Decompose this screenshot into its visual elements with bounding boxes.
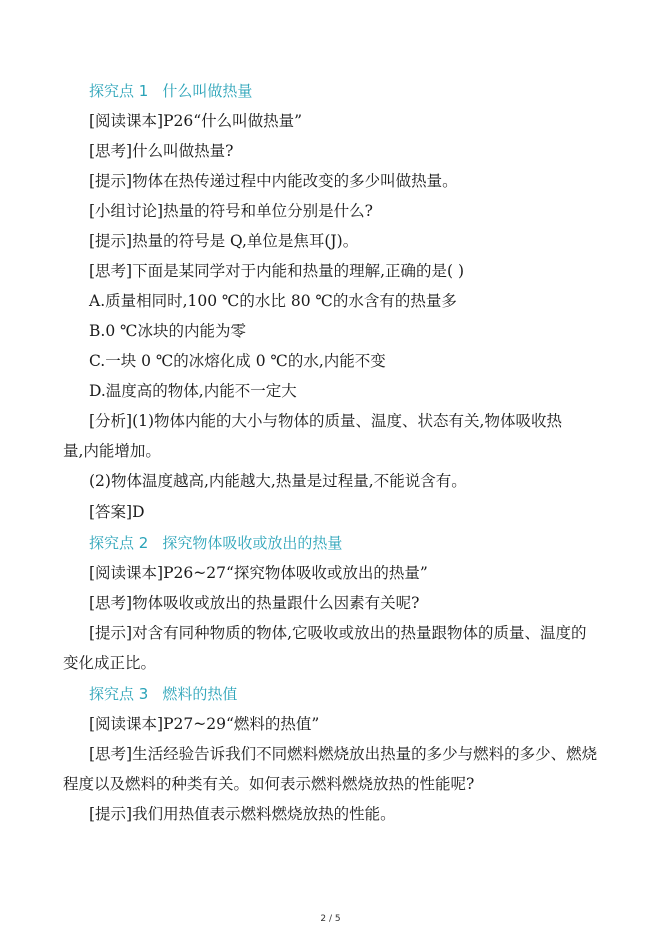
text-line: 量,内能增加。 [63,442,161,460]
section-number: 探究点 3 [89,685,149,703]
text-line: 程度以及燃料的种类有关。如何表示燃料燃烧放热的性能呢? [63,775,475,793]
section-number: 探究点 1 [89,82,149,100]
section-number: 探究点 2 [89,534,149,552]
text-line: [提示]我们用热值表示燃料燃烧放热的性能。 [89,805,396,823]
option-line: D.温度高的物体,内能不一定大 [89,382,297,400]
text-line: [小组讨论]热量的符号和单位分别是什么? [89,202,373,220]
text-line: [阅读课本]P27~29“燃料的热值” [89,715,320,733]
text-line: 变化成正比。 [63,654,157,672]
page-number: 2 / 5 [320,914,341,924]
option-line: B.0 ℃冰块的内能为零 [89,322,246,340]
section-title: 什么叫做热量 [162,82,253,100]
section-heading [89,533,342,553]
text-line: [提示]对含有同种物质的物体,它吸收或放出的热量跟物体的质量、温度的 [89,624,587,642]
text-line: [思考]什么叫做热量? [89,142,234,160]
text-line: [思考]物体吸收或放出的热量跟什么因素有关呢? [89,594,420,612]
text-line: [提示]热量的符号是 Q,单位是焦耳(J)。 [89,232,359,250]
section-heading [89,81,252,101]
text-line: [分析](1)物体内能的大小与物体的质量、温度、状态有关,物体吸收热 [89,412,562,430]
text-line: [阅读课本]P26~27“探究物体吸收或放出的热量” [89,564,428,582]
text-line: [提示]物体在热传递过程中内能改变的多少叫做热量。 [89,172,458,190]
text-line: (2)物体温度越高,内能越大,热量是过程量,不能说含有。 [89,472,467,490]
text-line: [思考]生活经验告诉我们不同燃料燃烧放出热量的多少与燃料的多少、燃烧 [89,745,598,763]
answer-line: [答案]D [89,503,145,521]
text-line: [思考]下面是某同学对于内能和热量的理解,正确的是( ) [89,262,465,280]
section-title: 燃料的热值 [162,685,238,703]
section-title: 探究物体吸收或放出的热量 [162,534,343,552]
text-line: [阅读课本]P26“什么叫做热量” [89,112,303,130]
option-line: C.一块 0 ℃的冰熔化成 0 ℃的水,内能不变 [89,352,386,370]
section-heading [89,684,237,704]
option-line: A.质量相同时,100 ℃的水比 80 ℃的水含有的热量多 [89,292,457,310]
